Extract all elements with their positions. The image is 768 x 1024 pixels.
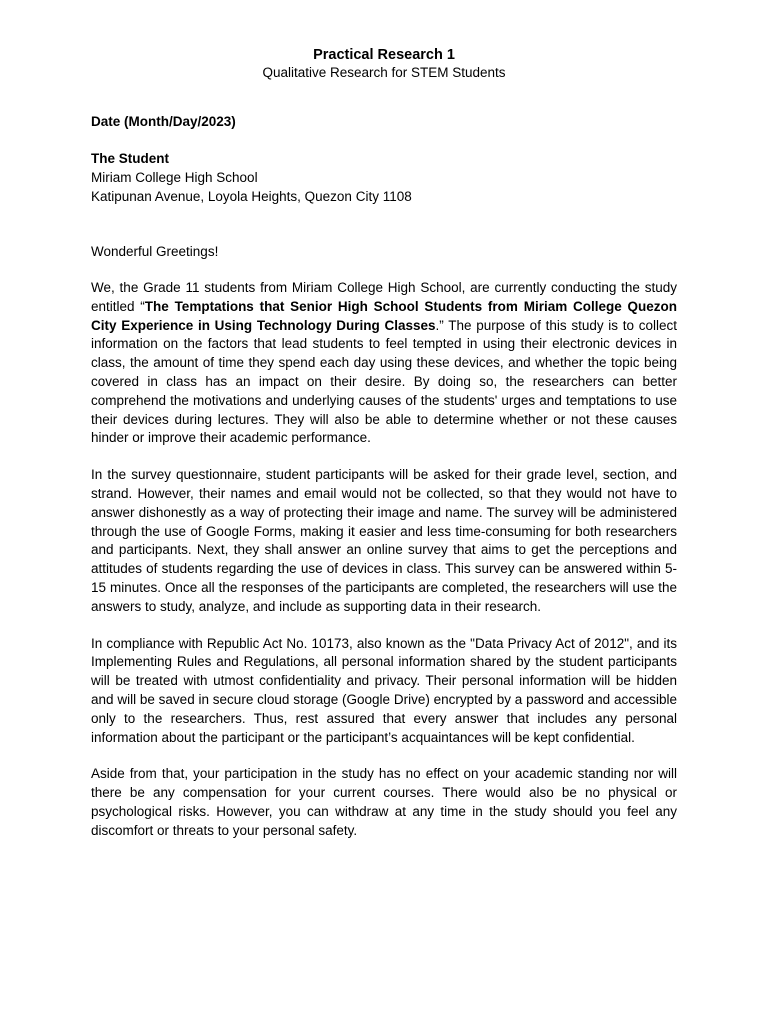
paragraph-data-privacy: In compliance with Republic Act No. 10173, also known as the "Data Privacy Act of 2012", and its Implementing Rules and Regulations, all personal information shared by the student participants will be treated with utmost confidentiality and privacy. Their personal information will be hidden and will be saved in secure cloud storage (Google Drive) encrypted by a password and accessible only to the researchers. Thus, rest assured that every answer that includes any personal information about the participant or the participant’s acquaintances will be kept confidential.: [91, 635, 677, 745]
recipient-name: The Student: [91, 151, 169, 166]
paragraph-participation: Aside from that, your participation in the study has no effect on your academic standing nor will there be any compensation for your current courses. There would also be no physical or psychological risks. However, you can withdraw at any time in the study should you feel any discomfort or threats to your personal safety.: [91, 766, 677, 838]
document-subtitle: Qualitative Research for STEM Students: [262, 65, 506, 80]
paragraph-study-purpose: [91, 279, 677, 448]
letter-greeting: Wonderful Greetings!: [91, 244, 219, 259]
document-page: [91, 46, 677, 859]
recipient-school: Miriam College High School: [91, 170, 258, 185]
letter-date: Date (Month/Day/2023): [91, 114, 236, 129]
document-title: Practical Research 1: [313, 47, 455, 63]
paragraph-intro-text: We, the Grade 11 students from Miriam College High School, are currently conducting the study entitled “: [91, 280, 677, 314]
study-title: The Temptations that Senior High School Students from Miriam College Quezon City Experience in Using Technology During Classes: [91, 298, 677, 333]
recipient-address: Katipunan Avenue, Loyola Heights, Quezon City 1108: [91, 189, 412, 204]
paragraph-purpose-text: .” The purpose of this study is to collect information on the factors that lead students to feel tempted in using their electronic devices in class, the amount of time they spend each day using these devices, and whether the topic being covered in class has an impact on their desire. By doing so, the researchers can better comprehend the motivations and underlying causes of the students' urges and temptations to use their devices during lectures. They will also be able to determine whether or not these causes hinder or improve their academic performance.: [91, 317, 677, 446]
paragraph-survey: In the survey questionnaire, student participants will be asked for their grade level, section, and strand. However, their names and email would not be collected, so that they would not have to answer dishonestly as a way of protecting their image and name. The survey will be administered through the use of Google Forms, making it easier and less time-consuming for both researchers and participants. Next, they shall answer an online survey that aims to get the perceptions and attitudes of students regarding the use of devices in class. This survey can be answered within 5-15 minutes. Once all the responses of the participants are completed, the researchers will use the answers to study, analyze, and include as supporting data in their research.: [91, 467, 677, 614]
